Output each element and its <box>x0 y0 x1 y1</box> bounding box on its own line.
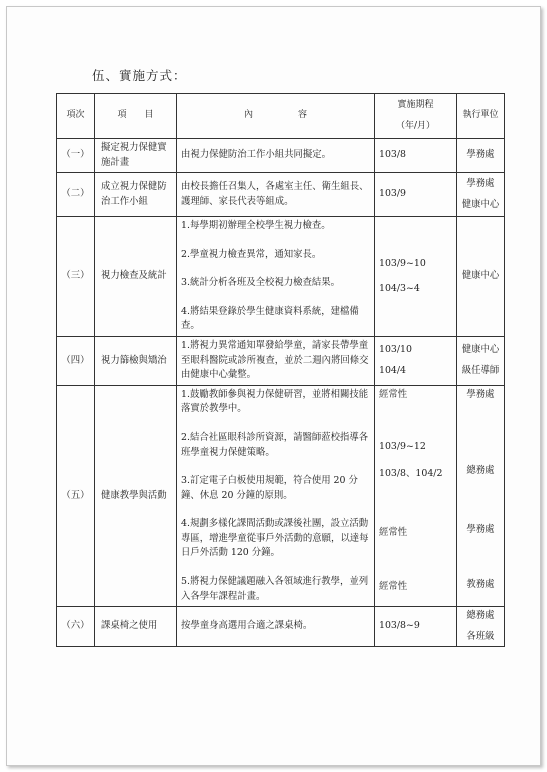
table-row <box>57 173 505 217</box>
content-line: 5.將視力保健議題融入各領域進行教學，並列入各學年課程計畫。 <box>181 575 369 602</box>
unit-value: 總務處 <box>466 610 495 622</box>
unit-value: 健康中心 <box>461 198 500 210</box>
unit-value: 學務處 <box>466 388 495 400</box>
content-line: 3.統計分析各班及全校視力檢查結果。 <box>181 277 340 289</box>
table-header-row <box>57 94 505 139</box>
row-content <box>177 173 375 217</box>
row-item: 健康教學與活動 <box>95 385 177 606</box>
header-unit: 執行單位 <box>457 94 505 139</box>
row-units <box>457 217 505 337</box>
header-date-line2: （年/月） <box>395 121 436 131</box>
implementation-table <box>56 93 505 647</box>
table-row <box>57 385 505 606</box>
content-line: 1.將視力異常通知單發給學童，請家長帶學童至眼科醫院或診所複查，並於二週內將回條交由健康中心彙整。 <box>181 340 369 381</box>
row-units <box>457 385 505 606</box>
header-date <box>375 94 457 139</box>
row-item: 課桌椅之使用 <box>95 607 177 647</box>
content-line: 2.結合社區眼科診所資源，請醫師蒞校指導各班學童視力保健策略。 <box>181 431 369 458</box>
date-value: 104/3~4 <box>379 282 420 294</box>
date-value: 103/9 <box>379 188 407 200</box>
content-line: 1.每學期初辦理全校學生視力檢查。 <box>181 220 331 232</box>
date-value: 103/8~9 <box>379 620 420 632</box>
date-value: 經常性 <box>379 581 408 593</box>
content-line: 由視力保健防治工作小組共同擬定。 <box>181 149 332 161</box>
row-no: （二） <box>57 173 95 217</box>
row-no: （三） <box>57 217 95 337</box>
content-line: 4.規劃多樣化課間活動或課後社團，設立活動專區，增進學童從事戶外活動的意願，以達每日戶外活動 120 分鐘。 <box>181 518 369 559</box>
header-item: 項 目 <box>95 94 177 139</box>
row-units <box>457 173 505 217</box>
content-line: 由校長擔任召集人，各處室主任、衛生組長、護理師、家長代表等組成。 <box>181 181 369 207</box>
row-item: 視力篩檢與矯治 <box>95 337 177 386</box>
row-dates <box>375 607 457 647</box>
row-no: （五） <box>57 385 95 606</box>
table-row <box>57 607 505 647</box>
row-content <box>177 139 375 173</box>
unit-value: 級任導師 <box>461 364 500 376</box>
row-dates <box>375 385 457 606</box>
unit-value: 總務處 <box>466 465 495 477</box>
content-line: 4.將結果登錄於學生健康資料系統，建檔備查。 <box>181 305 359 332</box>
content-line: 2.學童視力檢查異常，通知家長。 <box>181 248 322 260</box>
header-date-line1: 實施期程 <box>397 100 434 111</box>
header-content: 內 容 <box>177 94 375 139</box>
date-value: 103/9~12 <box>379 441 426 453</box>
unit-value: 學務處 <box>466 523 495 535</box>
date-value: 103/10 <box>379 344 412 356</box>
row-no: （一） <box>57 139 95 173</box>
content-line: 1.鼓勵教師參與視力保健研習，並將相關技能落實於教學中。 <box>181 388 369 415</box>
row-item: 視力檢查及統計 <box>95 217 177 337</box>
row-content <box>177 385 375 606</box>
unit-value: 學務處 <box>466 149 495 161</box>
header-no: 項次 <box>57 94 95 139</box>
date-value: 103/8 <box>379 149 407 161</box>
row-units <box>457 139 505 173</box>
unit-value: 健康中心 <box>461 344 500 356</box>
row-dates <box>375 337 457 386</box>
date-value: 經常性 <box>379 526 408 538</box>
row-no: （四） <box>57 337 95 386</box>
row-content <box>177 607 375 647</box>
table-row <box>57 217 505 337</box>
unit-value: 學務處 <box>466 178 495 190</box>
content-line: 3.訂定電子白板使用規範，符合使用 20 分鐘、休息 20 分鐘的原則。 <box>181 475 358 501</box>
table-row <box>57 139 505 173</box>
date-value: 104/4 <box>379 364 407 376</box>
row-no: （六） <box>57 607 95 647</box>
date-value: 103/9~10 <box>379 258 426 270</box>
unit-value: 各班級 <box>466 630 495 642</box>
unit-value: 健康中心 <box>461 270 500 282</box>
date-value: 經常性 <box>379 388 408 400</box>
row-dates <box>375 173 457 217</box>
row-content <box>177 217 375 337</box>
row-dates <box>375 217 457 337</box>
table-row <box>57 337 505 386</box>
row-item: 成立視力保健防治工作小組 <box>95 173 177 217</box>
row-item: 擬定視力保健實施計畫 <box>95 139 177 173</box>
section-heading: 伍、實施方式： <box>92 68 187 83</box>
row-units <box>457 337 505 386</box>
unit-value: 教務處 <box>466 578 495 590</box>
row-dates <box>375 139 457 173</box>
content-line: 按學童身高選用合適之課桌椅。 <box>181 620 313 632</box>
row-content <box>177 337 375 386</box>
date-value: 103/8、104/2 <box>379 467 443 479</box>
row-units <box>457 607 505 647</box>
